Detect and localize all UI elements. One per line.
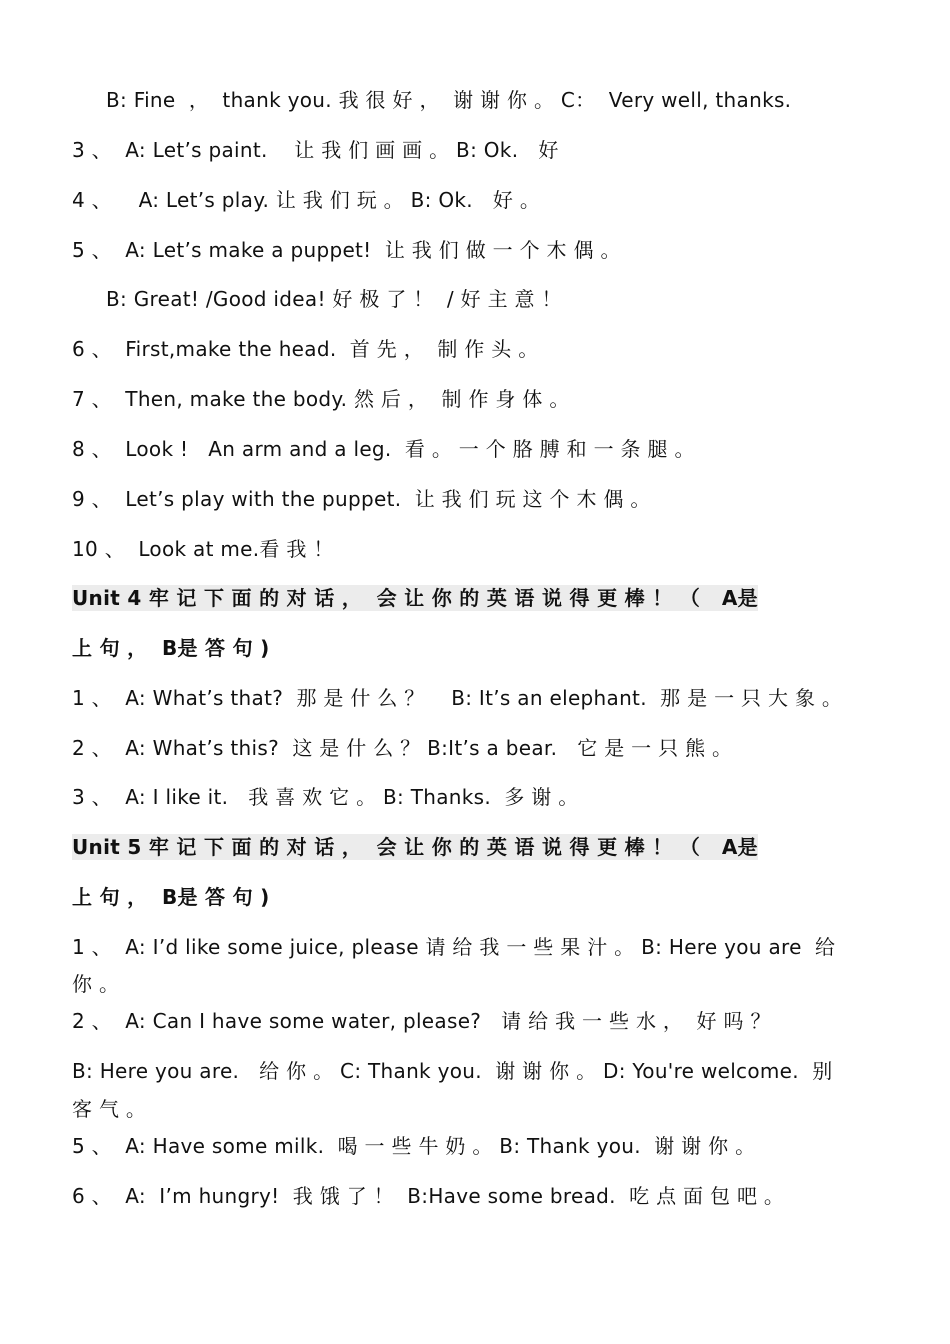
unit5-heading-continued: 上 句 ， B是 答 句 ): [72, 885, 270, 909]
dialogue-line: 2 、 A: Can I have some water, please? 请 给 我 一 些 水 ， 好 吗 ？: [72, 1009, 771, 1033]
dialogue-line: 你 。: [72, 972, 120, 996]
dialogue-line: 7 、 Then, make the body. 然 后 ， 制 作 身 体 。: [72, 387, 570, 411]
unit5-heading: Unit 5 牢 记 下 面 的 对 话 ， 会 让 你 的 英 语 说 得 更 棒 ！ （ A是: [72, 835, 758, 859]
dialogue-line: 6 、 A: I’m hungry! 我 饿 了 ！ B:Have some bread. 吃 点 面 包 吧 。: [72, 1184, 785, 1208]
dialogue-line: B: Great! /Good idea! 好 极 了 ！ / 好 主 意 ！: [106, 287, 562, 311]
dialogue-line: 3 、 A: I like it. 我 喜 欢 它 。 B: Thanks. 多 谢 。: [72, 785, 579, 809]
dialogue-line: 1 、 A: I’d like some juice, please 请 给 我 一 些 果 汁 。 B: Here you are 给: [72, 935, 836, 959]
dialogue-line: B: Here you are. 给 你 。 C: Thank you. 谢 谢 你 。 D: You're welcome. 别: [72, 1059, 833, 1083]
dialogue-line: 5 、 A: Have some milk. 喝 一 些 牛 奶 。 B: Thank you. 谢 谢 你 。: [72, 1134, 756, 1158]
dialogue-line: 3 、 A: Let’s paint. 让 我 们 画 画 。 B: Ok. 好: [72, 138, 559, 162]
dialogue-line: B: Fine ， thank you. 我 很 好 ， 谢 谢 你 。 C： Very well, thanks.: [106, 88, 792, 112]
dialogue-line: 客 气 。: [72, 1097, 147, 1121]
unit4-heading: Unit 4 牢 记 下 面 的 对 话 ， 会 让 你 的 英 语 说 得 更 棒 ！ （ A是: [72, 586, 758, 610]
dialogue-line: 9 、 Let’s play with the puppet. 让 我 们 玩 这 个 木 偶 。: [72, 487, 651, 511]
dialogue-line: 1 、 A: What’s that? 那 是 什 么 ？ B: It’s an elephant. 那 是 一 只 大 象 。: [72, 686, 843, 710]
dialogue-line: 10 、 Look at me.看 我 ！: [72, 537, 334, 561]
dialogue-line: 4 、 A: Let’s play. 让 我 们 玩 。 B: Ok. 好 。: [72, 188, 541, 212]
dialogue-line: 5 、 A: Let’s make a puppet! 让 我 们 做 一 个 木 偶 。: [72, 238, 621, 262]
dialogue-line: 8 、 Look ! An arm and a leg. 看 。 一 个 胳 膊 和 一 条 腿 。: [72, 437, 695, 461]
dialogue-line: 2 、 A: What’s this? 这 是 什 么 ？ B:It’s a bear. 它 是 一 只 熊 。: [72, 736, 733, 760]
dialogue-line: 6 、 First,make the head. 首 先 ， 制 作 头 。: [72, 337, 539, 361]
unit4-heading-continued: 上 句 ， B是 答 句 ): [72, 636, 270, 660]
